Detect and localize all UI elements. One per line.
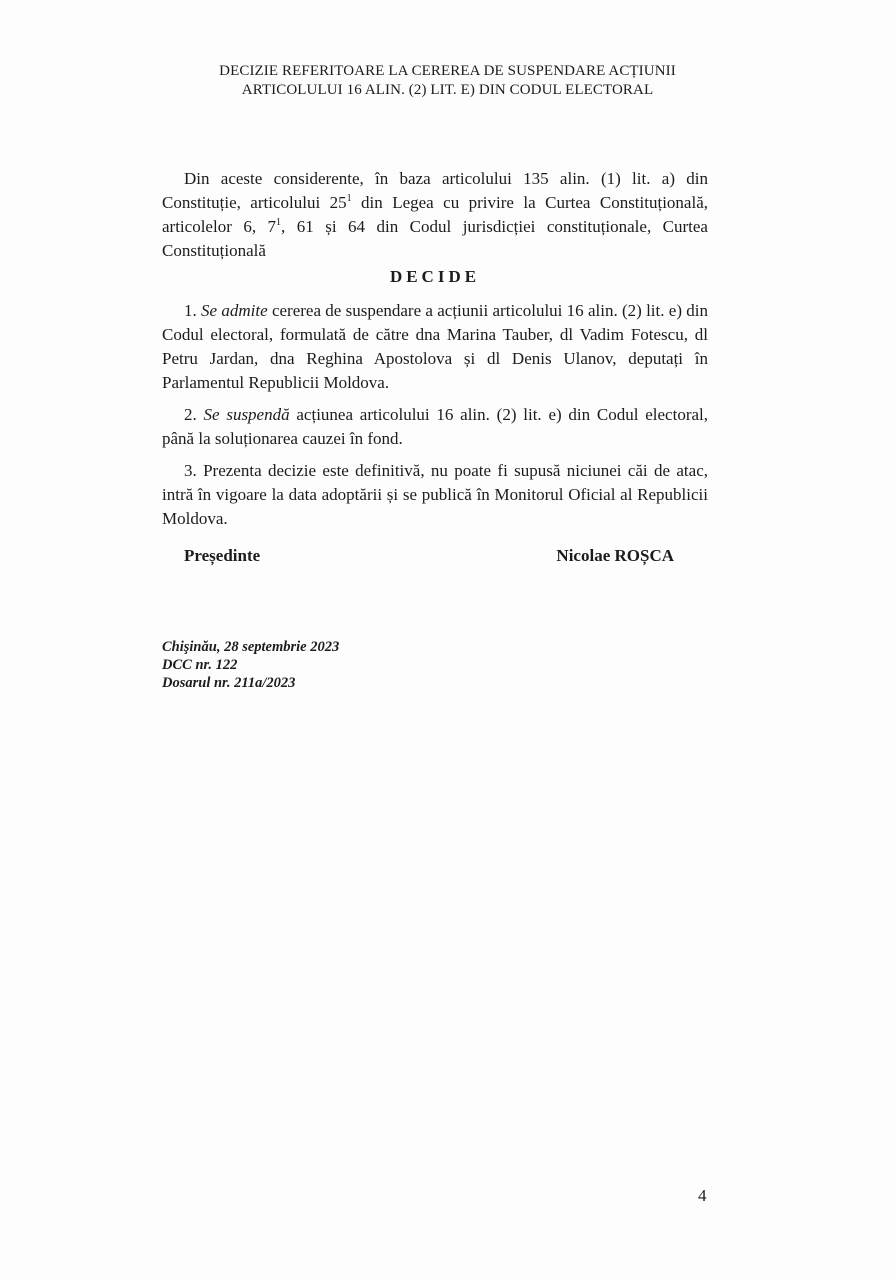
- place-date: Chişinău, 28 septembrie 2023: [162, 639, 340, 655]
- point-number: 1.: [184, 301, 202, 320]
- decision-point-1: [162, 299, 708, 395]
- point-text: 3. Prezenta decizie este definitivă, nu poate fi supusă niciunei căi de atac, intră în vigoare la data adoptării și se publică în Monitorul Oficial al Republicii Moldova.: [162, 461, 708, 528]
- dcc-number: DCC nr. 122: [162, 657, 238, 673]
- point-text: cererea de suspendare a acțiunii articolului 16 alin. (2) lit. e) din Codul electoral, formulată de către dna Marina Tauber, dl Vadim Fotescu, dl Petru Jardan, dna Reghina Apostolova și dl Denis Ulanov, deputați în Parlamentul Republicii Moldova.: [162, 301, 709, 392]
- point-emphasis: Se admite: [201, 301, 268, 320]
- decision-metadata: [162, 638, 339, 692]
- point-text: acțiunea articolului 16 alin. (2) lit. e) din Codul electoral, până la soluționarea cauzei în fond.: [162, 405, 708, 448]
- case-file-number: Dosarul nr. 211a/2023: [162, 675, 296, 691]
- header-line-2: ARTICOLULUI 16 ALIN. (2) LIT. E) DIN CODUL ELECTORAL: [241, 82, 654, 98]
- decide-heading: DECIDE: [389, 267, 481, 286]
- header-line-1: DECIZIE REFERITOARE LA CEREREA DE SUSPENDARE ACȚIUNII: [219, 63, 676, 79]
- intro-superscript-1: 1: [346, 193, 352, 204]
- signature-role: Președinte: [184, 546, 261, 565]
- intro-text-part-1: Din aceste considerente, în baza articolului 135 alin. (1) lit. a) din Constituție, articolului 25: [162, 169, 708, 212]
- intro-text-part-3: , 61 și 64 din Codul jurisdicției constituționale, Curtea Constituțională: [162, 217, 708, 260]
- point-number: 2.: [184, 405, 204, 424]
- signature-name: Nicolae ROȘCA: [556, 546, 674, 565]
- intro-paragraph: [162, 167, 708, 263]
- document-body: [162, 167, 708, 531]
- point-emphasis: Se suspendă: [203, 405, 290, 424]
- intro-superscript-2: 1: [276, 217, 282, 228]
- decision-point-2: [162, 403, 708, 451]
- document-header: [0, 62, 895, 100]
- page-number: 4: [698, 1186, 707, 1205]
- decision-point-3: [162, 459, 708, 531]
- intro-text-part-2: din Legea cu privire la Curtea Constituțională, articolelor 6, 7: [162, 193, 708, 236]
